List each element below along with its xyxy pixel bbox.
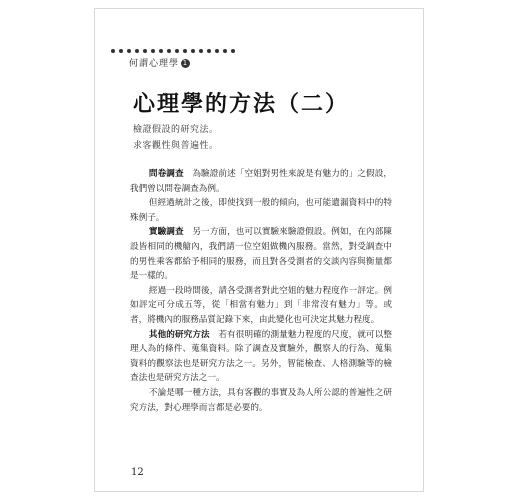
paragraph-heading: 實驗調查	[148, 227, 184, 238]
chapter-number-badge: 1	[182, 59, 189, 67]
series-title: 何謂心理學	[129, 59, 180, 69]
page-number: 12	[131, 467, 144, 478]
subtitle-1: 檢證假設的研究法。	[133, 125, 219, 135]
paragraph: 其他的研究方法 若有很明確的測量魅力程度的尺度，就可以整理人為的條件、蒐集資料。除了調查及實驗外，觀察人的行為、蒐集資料的觀察法也是研究方法之一。另外，智能檢查、人格測驗等的檢查法也是研究方法之一。	[130, 329, 392, 384]
paragraph: 問卷調查 為驗證前述「空姐對男性來說是有魅力的」之假設，我們曾以問卷調查為例。	[130, 169, 392, 194]
paragraph: 但經過統計之後，即使找到一般的傾向，也可能遺漏資料中的特殊例子。	[130, 198, 392, 223]
subtitle-2: 求客觀性與普遍性。	[133, 141, 219, 151]
paragraph: 實驗調查 另一方面，也可以實驗來驗證假設。例如，在內部陳設皆相同的機艙內，我們請一位空姐做機內服務。當然，對受調查中的男性乘客都給予相同的服務，而且對各受測者的交談內容與衡量都是一樣的。	[130, 227, 392, 282]
paragraph: 不論是哪一種方法，具有客觀的事實及為人所公認的普遍性之研究方法，對心理學而言都是必要的。	[130, 387, 392, 413]
paragraph-heading: 問卷調查	[148, 169, 184, 179]
decorative-dots	[111, 49, 235, 53]
body-text	[130, 167, 392, 415]
series-header	[129, 56, 190, 69]
page-title: 心理學的方法（二）	[133, 92, 350, 117]
paragraph: 經過一段時間後，請各受測者對此空姐的魅力程度作一評定。例如評定可分成五等，從「相當有魅力」到「非常沒有魅力」等。或者，將機內的服務品質記錄下來，由此變化也可決定其魅力程度。	[130, 285, 392, 325]
book-page	[94, 8, 424, 492]
paragraph-heading: 其他的研究方法	[148, 329, 210, 340]
